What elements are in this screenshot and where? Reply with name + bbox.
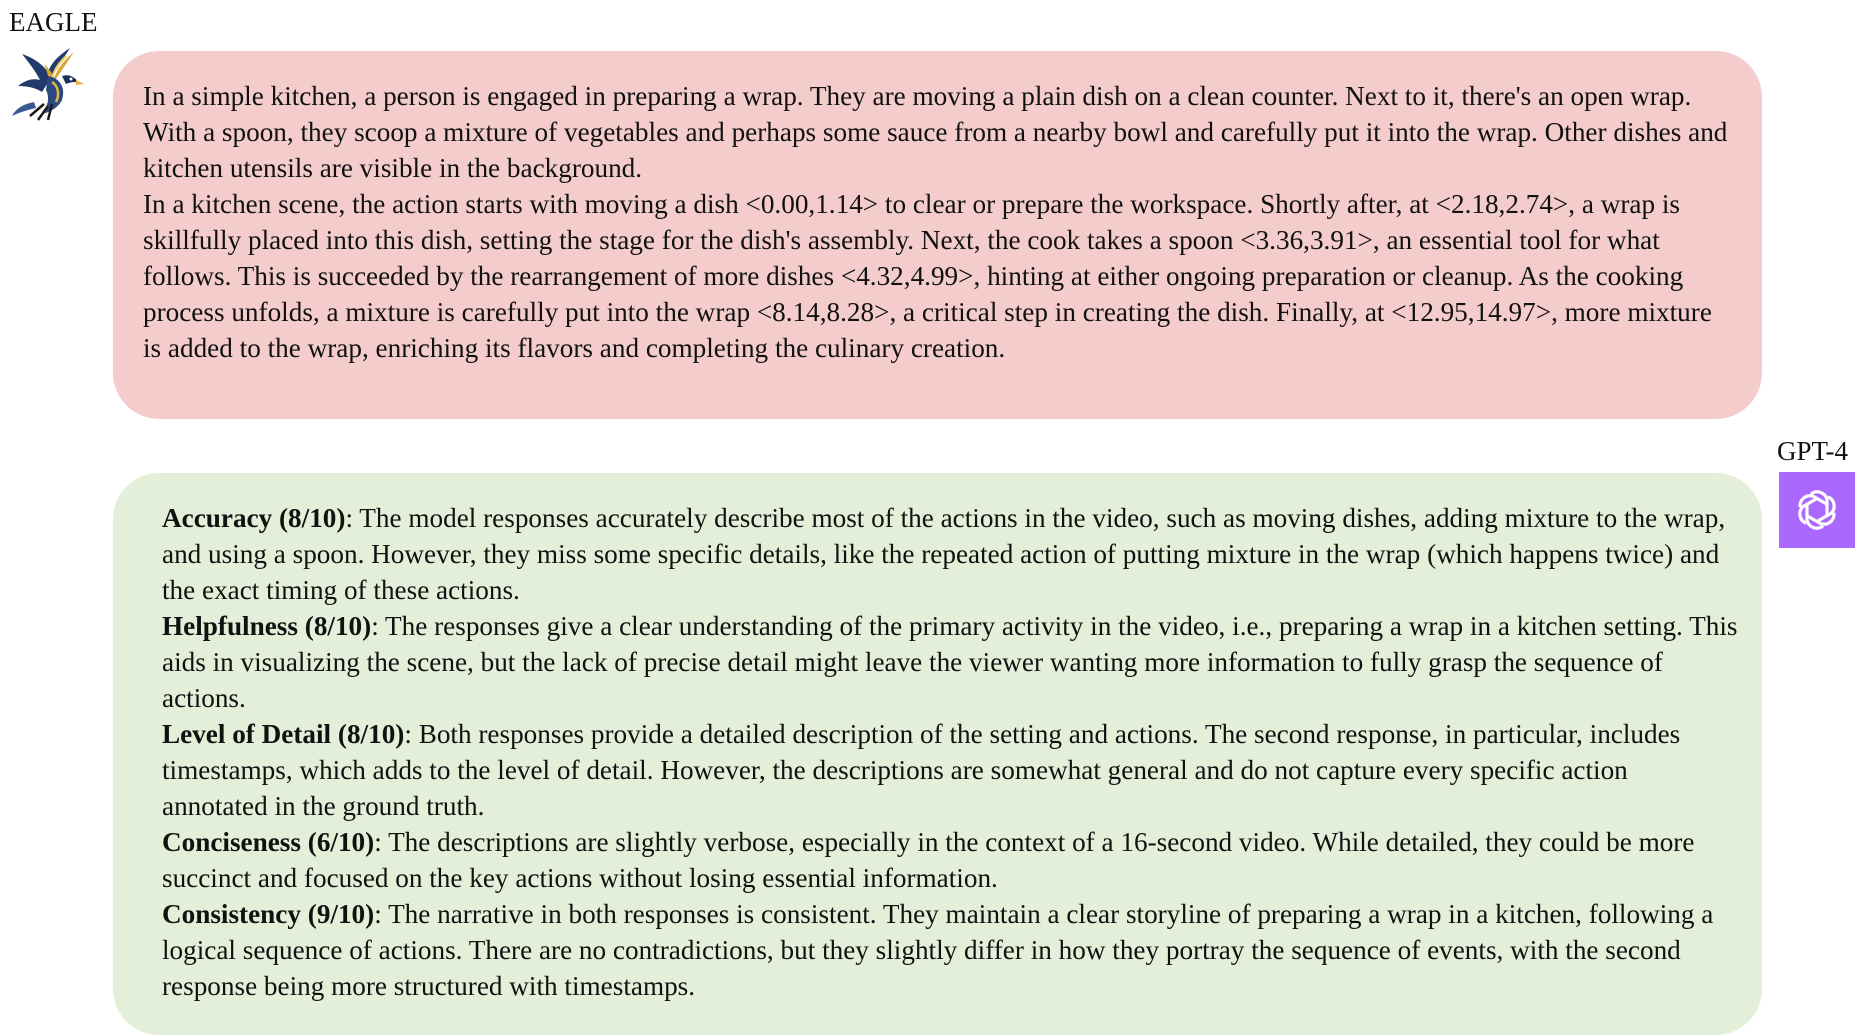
criterion-name: Helpfulness (8/10)	[162, 611, 372, 641]
criterion-name: Level of Detail (8/10)	[162, 719, 405, 749]
eagle-response-bubble	[113, 51, 1762, 419]
eagle-logo-icon	[8, 42, 88, 122]
criterion-text: : The descriptions are slightly verbose, especially in the context of a 16-second video. While detailed, they could be more succinct and focused on the key actions without losing essential information.	[162, 827, 1695, 893]
criterion-text: : The narrative in both responses is consistent. They maintain a clear storyline of preparing a wrap in a kitchen, following a logical sequence of actions. There are no contradictions, but they slightly differ in how they portray the sequence of events, with the second response being more structured with timestamps.	[162, 899, 1714, 1001]
criterion-accuracy	[162, 500, 1738, 608]
criterion-consistency	[162, 896, 1738, 1004]
criterion-name: Consistency (9/10)	[162, 899, 375, 929]
criterion-helpfulness	[162, 608, 1738, 716]
gpt4-evaluation-bubble	[113, 473, 1762, 1035]
criterion-text: : Both responses provide a detailed description of the setting and actions. The second response, in particular, includes timestamps, which adds to the level of detail. However, the descriptions are somewhat general and do not capture every specific action annotated in the ground truth.	[162, 719, 1681, 821]
criterion-text: : The model responses accurately describe most of the actions in the video, such as moving dishes, adding mixture to the wrap, and using a spoon. However, they miss some specific details, like the repeated action of putting mixture in the wrap (which happens twice) and the exact timing of these actions.	[162, 503, 1726, 605]
eagle-label: EAGLE	[9, 7, 98, 37]
criterion-name: Accuracy (8/10)	[162, 503, 346, 533]
eagle-paragraph: In a simple kitchen, a person is engaged in preparing a wrap. They are moving a plain dish on a clean counter. Next to it, there's an open wrap. With a spoon, they scoop a mixture of vegetables and perhaps some sauce from a nearby bowl and carefully put it into the wrap. Other dishes and kitchen utensils are visible in the background.	[143, 81, 1728, 183]
criterion-conciseness	[162, 824, 1738, 896]
gpt4-label: GPT-4	[1777, 436, 1849, 466]
eagle-paragraph: In a kitchen scene, the action starts with moving a dish <0.00,1.14> to clear or prepare the workspace. Shortly after, at <2.18,2.74>, a wrap is skillfully placed into this dish, setting the stage for the dish's assembly. Next, the cook takes a spoon <3.36,3.91>, an essential tool for what follows. This is succeeded by the rearrangement of more dishes <4.32,4.99>, hinting at either ongoing preparation or cleanup. As the cooking process unfolds, a mixture is carefully put into the wrap <8.14,8.28>, a critical step in creating the dish. Finally, at <12.95,14.97>, more mixture is added to the wrap, enriching its flavors and completing the culinary creation.	[143, 189, 1712, 363]
openai-logo-icon	[1779, 472, 1855, 548]
criterion-level-of-detail	[162, 716, 1738, 824]
criterion-text: : The responses give a clear understanding of the primary activity in the video, i.e., preparing a wrap in a kitchen setting. This aids in visualizing the scene, but the lack of precise detail might leave the viewer wanting more information to fully grasp the sequence of actions.	[162, 611, 1738, 713]
criterion-name: Conciseness (6/10)	[162, 827, 375, 857]
